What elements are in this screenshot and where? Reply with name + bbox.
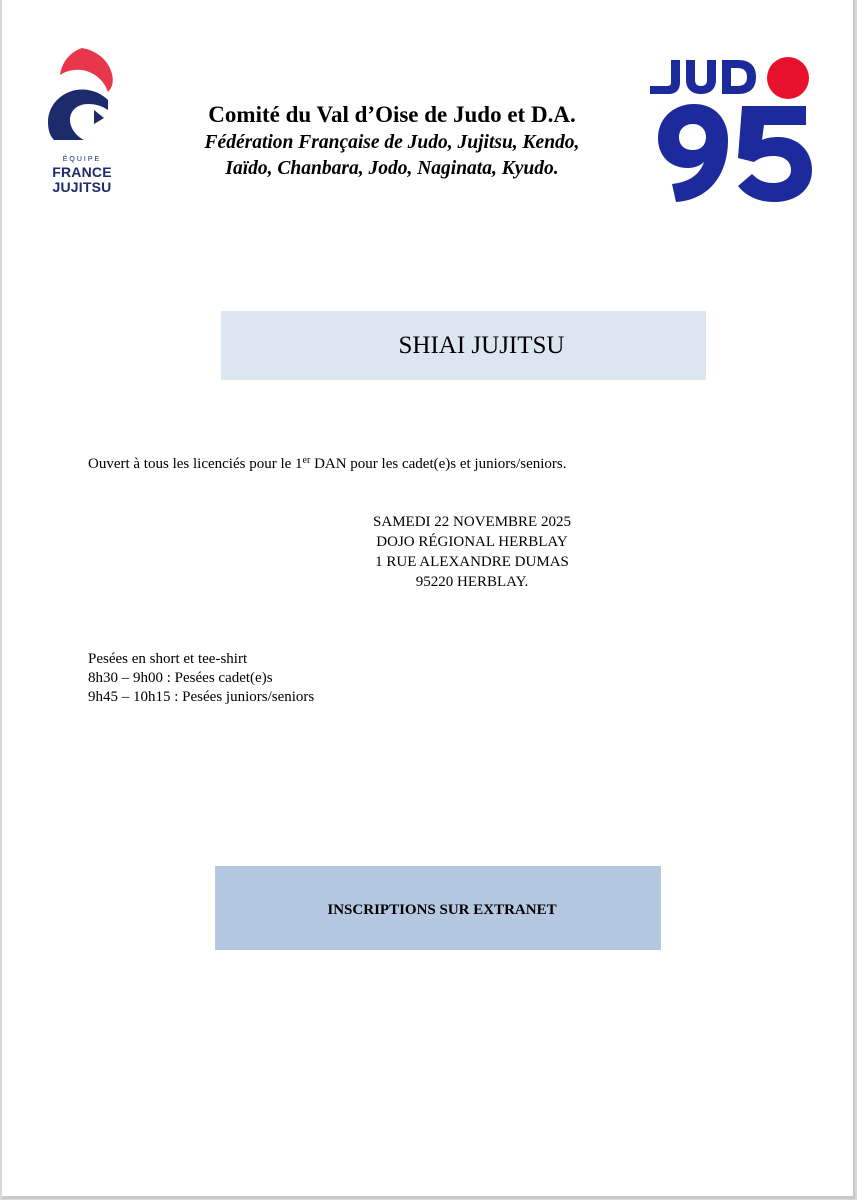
equipe-france-jujitsu-logo: [42, 44, 122, 199]
registration-banner: [215, 866, 661, 950]
event-street: 1 RUE ALEXANDRE DUMAS: [375, 554, 569, 570]
event-venue: DOJO RÉGIONAL HERBLAY: [376, 534, 568, 550]
eligibility-text-start: Ouvert à tous les licenciés pour le 1: [88, 456, 303, 472]
document-page: [2, 0, 855, 1199]
judo-95-logo-mark: [646, 52, 816, 207]
eligibility-text-end: DAN pour les cadet(e)s et juniors/seniors.: [310, 456, 567, 472]
logo-france-text: FRANCE: [52, 164, 112, 180]
event-date: SAMEDI 22 NOVEMBRE 2025: [373, 514, 571, 530]
page-title: SHIAI JUJITSU: [398, 331, 565, 359]
event-city: 95220 HERBLAY.: [415, 574, 529, 590]
weigh-in-slot-seniors: 9h45 – 10h15 : Pesées juniors/seniors: [88, 689, 315, 705]
rooster-crest-icon: [42, 44, 122, 156]
judo-95-logo: [646, 52, 816, 207]
registration-text: INSCRIPTIONS SUR EXTRANET: [327, 901, 557, 918]
weigh-in-schedule: [88, 650, 314, 707]
event-details: [282, 512, 662, 592]
logo-jujitsu-text: JUJITSU: [52, 179, 112, 195]
federation-line-1: Fédération Française de Judo, Jujitsu, Kendo,: [204, 132, 580, 153]
weigh-in-note: Pesées en short et tee-shirt: [88, 651, 248, 667]
logo-equipe-text: ÉQUIPE: [62, 156, 102, 163]
title-banner: [221, 311, 706, 380]
ordinal-superscript: er: [302, 455, 311, 466]
letterhead: [152, 100, 632, 182]
eligibility-text: [88, 455, 567, 473]
organization-name: Comité du Val d’Oise de Judo et D.A.: [208, 102, 576, 127]
federation-line-2: Iaïdo, Chanbara, Jodo, Naginata, Kyudo.: [225, 158, 559, 179]
weigh-in-slot-cadets: 8h30 – 9h00 : Pesées cadet(e)s: [88, 670, 273, 686]
